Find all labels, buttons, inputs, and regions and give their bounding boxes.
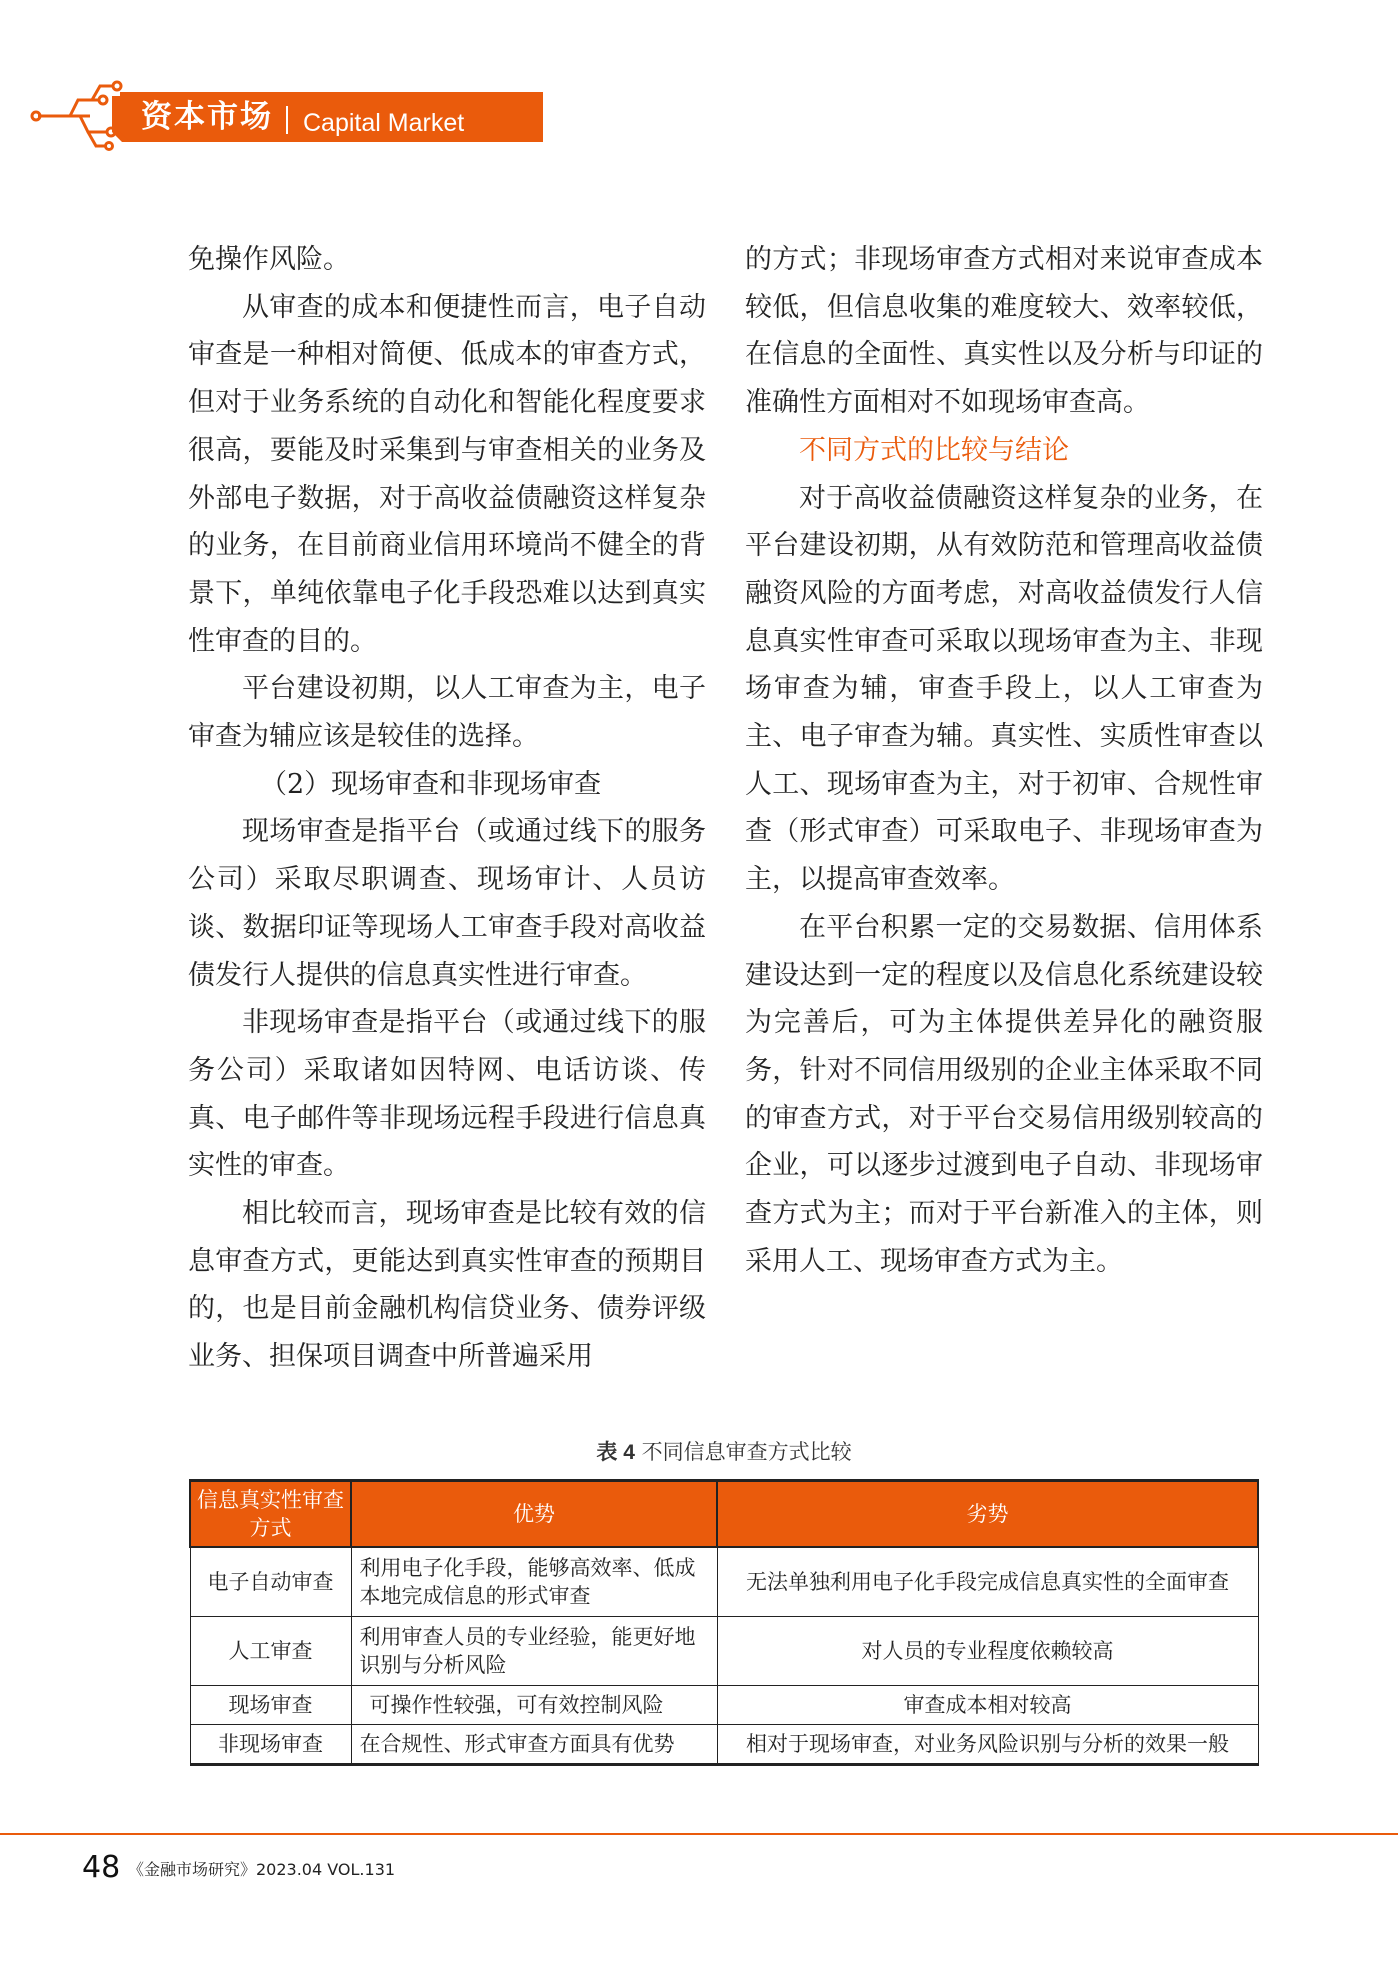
table-cell: 相对于现场审查，对业务风险识别与分析的效果一般: [717, 1725, 1258, 1765]
paragraph: 现场审查是指平台（或通过线下的服务公司）采取尽职调查、现场审计、人员访谈、数据印证等现场人工审查手段对高收益债发行人提供的信息真实性进行审查。: [188, 816, 706, 991]
table-cell: 在合规性、形式审查方面具有优势: [351, 1725, 717, 1765]
paragraph: 从审查的成本和便捷性而言，电子自动审查是一种相对简便、低成本的审查方式，但对于业务系统的自动化和智能化程度要求很高，要能及时采集到与审查相关的业务及外部电子数据，对于高收益债融资这样复杂的业务，在目前商业信用环境尚不健全的背景下，单纯依靠电子化手段恐难以达到真实性审查的目的。: [188, 291, 706, 657]
table-cell: 现场审查: [190, 1686, 351, 1725]
table-header-cell: 劣势: [717, 1481, 1258, 1548]
table-row: [190, 1617, 1258, 1686]
section-title-divider: [286, 106, 288, 134]
table-cell: 非现场审查: [190, 1725, 351, 1765]
paragraph: 免操作风险。: [188, 244, 350, 275]
table-cell: 电子自动审查: [190, 1547, 351, 1617]
section-heading: 不同方式的比较与结论: [799, 434, 1069, 466]
paragraph: 的方式；非现场审查方式相对来说审查成本较低，但信息收集的难度较大、效率较低，在信息的全面性、真实性以及分析与印证的准确性方面相对不如现场审查高。: [745, 244, 1263, 419]
table-row: [190, 1547, 1258, 1617]
paragraph: 平台建设初期，以人工审查为主，电子审查为辅应该是较佳的选择。: [188, 673, 706, 753]
paragraph: 在平台积累一定的交易数据、信用体系建设达到一定的程度以及信息化系统建设较为完善后，可为主体提供差异化的融资服务，针对不同信用级别的企业主体采取不同的审查方式，对于平台交易信用级别较高的企业，可以逐步过渡到电子自动、非现场审查方式为主；而对于平台新准入的主体，则采用人工、现场审查方式为主。: [745, 911, 1263, 1277]
left-text-column: [188, 236, 706, 1381]
table-cell: 可操作性较强，可有效控制风险: [351, 1686, 717, 1725]
right-text-column: [745, 236, 1263, 1285]
table-cell: 无法单独利用电子化手段完成信息真实性的全面审查: [717, 1547, 1258, 1617]
table-cell: 利用审查人员的专业经验，能更好地识别与分析风险: [351, 1617, 717, 1686]
journal-info: 《金融市场研究》2023.04 VOL.131: [128, 1860, 396, 1879]
paragraph: 非现场审查是指平台（或通过线下的服务公司）采取诸如因特网、电话访谈、传真、电子邮件等非现场远程手段进行信息真实性的审查。: [188, 1007, 706, 1182]
paragraph: 对于高收益债融资这样复杂的业务，在平台建设初期，从有效防范和管理高收益债融资风险的方面考虑，对高收益债发行人信息真实性审查可采取以现场审查为主、非现场审查为辅，审查手段上，以人工审查为主、电子审查为辅。真实性、实质性审查以人工、现场审查为主，对于初审、合规性审查（形式审查）可采取电子、非现场审查为主，以提高审查效率。: [745, 482, 1263, 896]
page-number: 48: [82, 1850, 121, 1885]
table-caption: [188, 1436, 1260, 1466]
table-header-row: [190, 1481, 1258, 1548]
table-cell: 对人员的专业程度依赖较高: [717, 1617, 1258, 1686]
table-header-cell: 信息真实性审查方式: [190, 1481, 351, 1548]
table-row: [190, 1725, 1258, 1765]
table-cell: 利用电子化手段，能够高效率、低成本地完成信息的形式审查: [351, 1547, 717, 1617]
subsection-heading: （2）现场审查和非现场审查: [260, 768, 602, 800]
table-cell: 审查成本相对较高: [717, 1686, 1258, 1725]
table-caption-text: 不同信息审查方式比较: [641, 1440, 852, 1464]
table-cell: 人工审查: [190, 1617, 351, 1686]
section-title-cn: 资本市场: [141, 99, 273, 135]
section-title-en: Capital Market: [303, 109, 465, 137]
paragraph: 相比较而言，现场审查是比较有效的信息审查方式，更能达到真实性审查的预期目的，也是目前金融机构信贷业务、债券评级业务、担保项目调查中所普遍采用: [188, 1198, 706, 1373]
table-caption-number: 表 4: [596, 1441, 635, 1464]
comparison-table: [189, 1479, 1259, 1766]
footer-rule: [0, 1833, 1398, 1835]
table-row: [190, 1686, 1258, 1725]
table-header-cell: 优势: [351, 1481, 717, 1548]
